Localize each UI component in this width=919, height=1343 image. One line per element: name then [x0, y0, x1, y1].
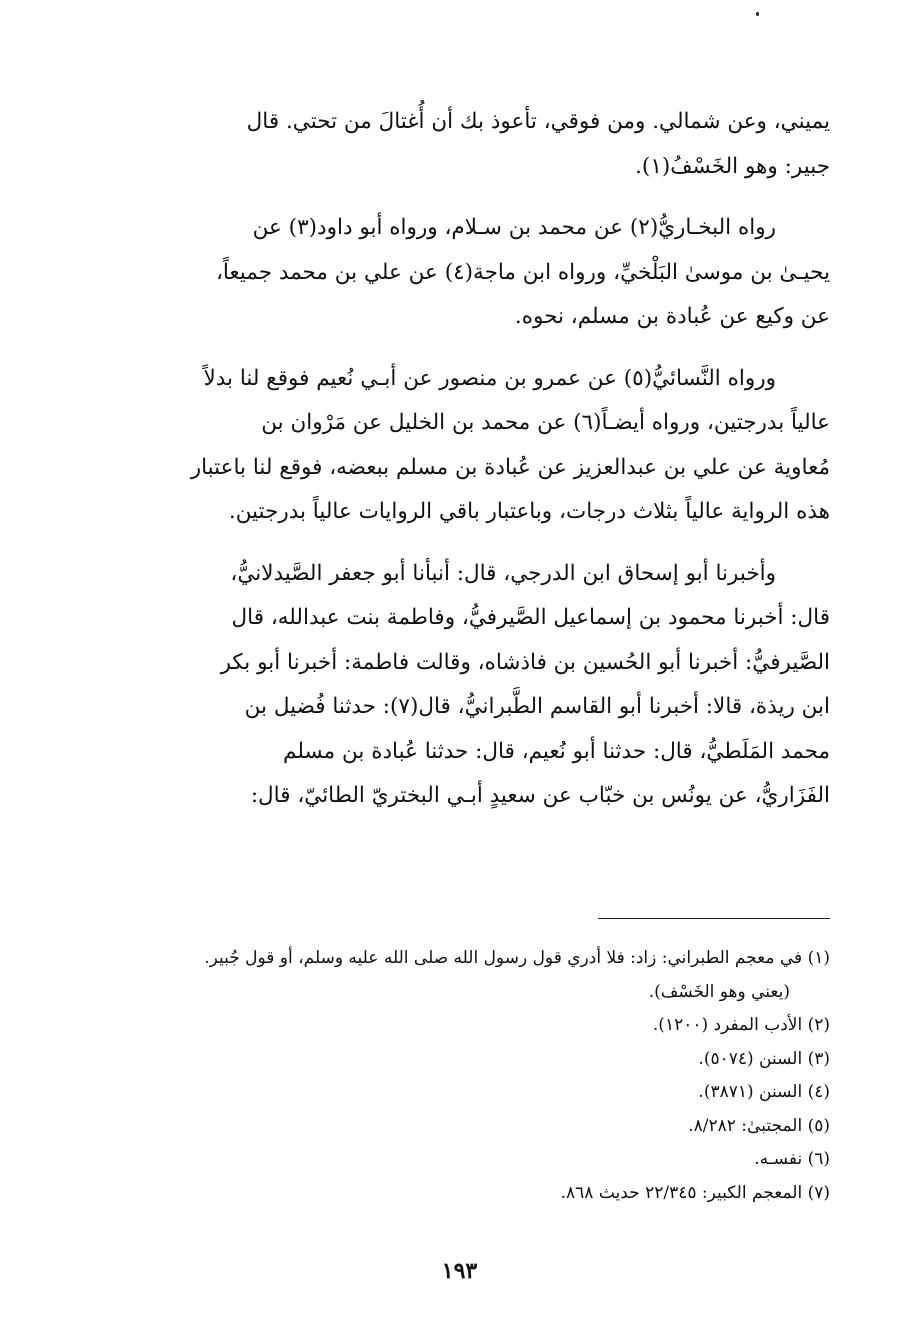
footnote-1: (١) في معجم الطبراني: زاد: فلا أدري قول رسول الله صلى الله عليه وسلم، أو قول جُبير. [204, 948, 830, 968]
text-line: محمد المَلَطيُّ، قال: حدثنا أبو نُعيم، قال: حدثنا عُبادة بن مسلم [283, 738, 830, 764]
text-line: ابن ريذة، قالا: أخبرنا أبو القاسم الطَّبرانيُّ، قال(٧): حدثنا فُضيل بن [244, 694, 830, 719]
paragraph-3 [130, 357, 830, 535]
main-text [130, 100, 830, 836]
print-speck [756, 12, 759, 16]
paragraph-4 [130, 552, 830, 819]
paragraph-1 [130, 100, 830, 189]
text-line: مُعاوية عن علي بن عبدالعزيز عن عُبادة بن مسلم ببعضه، فوقع لنا باعتبار [190, 454, 830, 480]
text-line: يميني، وعن شمالي. ومن فوقي، تأعوذ بك أن أُغتالَ من تحتي. قال [246, 109, 830, 134]
text-line: الصَّيرفيُّ: أخبرنا أبو الحُسين بن فاذشاه، وقالت فاطمة: أخبرنا أبو بكر [220, 649, 830, 675]
footnote-3: (٣) السنن (٥٠٧٤). [698, 1048, 830, 1069]
footnote-5: (٥) المجتبىٰ: ٨/٢٨٢. [688, 1115, 830, 1136]
footnote-6: (٦) نفسـه. [754, 1149, 830, 1169]
footnote-1-continuation: (يعني وهو الخَسْف). [648, 981, 790, 1002]
footnote-7: (٧) المعجم الكبير: ٢٢/٣٤٥ حديث ٨٦٨. [560, 1182, 830, 1203]
text-line: هذه الرواية عالياً بثلاث درجات، وباعتبار باقي الروايات عالياً بدرجتين. [228, 499, 830, 524]
footnote-4: (٤) السنن (٣٨٧١). [698, 1082, 830, 1102]
paragraph-2 [130, 206, 830, 340]
text-line: ورواه النَّسائيُّ(٥) عن عمرو بن منصور عن أبـي نُعيم فوقع لنا بدلاً [203, 365, 776, 391]
footnote-2: (٢) الأدب المفرد (١٢٠٠). [652, 1015, 830, 1035]
text-line: عالياً بدرجتين، ورواه أيضـاً(٦) عن محمد بن الخليل عن مَرْوان بن [261, 410, 830, 435]
text-line: قال: أخبرنا محمود بن إسماعيل الصَّيرفيُّ، وفاطمة بنت عبدالله، قال [231, 605, 830, 630]
text-line: يحيـىٰ بن موسىٰ البَلْخيِّ، ورواه ابن ماجة(٤) عن علي بن محمد جميعاً، [215, 259, 830, 285]
footnote-separator [598, 918, 830, 919]
footnotes [130, 942, 830, 1210]
page-number: ١٩٣ [441, 1258, 478, 1284]
text-line: الفَزَاريُّ، عن يونُس بن خبّاب عن سعيدٍ أبـي البختريّ الطائيّ، قال: [250, 783, 830, 808]
text-line: رواه البخـاريُّ(٢) عن محمد بن سـلام، ورواه أبو داود(٣) عن [252, 215, 776, 240]
text-line: جبير: وهو الخَسْفُ(١). [635, 153, 830, 179]
text-line: عن وكيع عن عُبادة بن مسلم، نحوه. [514, 304, 830, 329]
text-line: وأخبرنا أبو إسحاق ابن الدرجي، قال: أنبأنا أبو جعفر الصَّيدلانيُّ، [230, 560, 776, 586]
